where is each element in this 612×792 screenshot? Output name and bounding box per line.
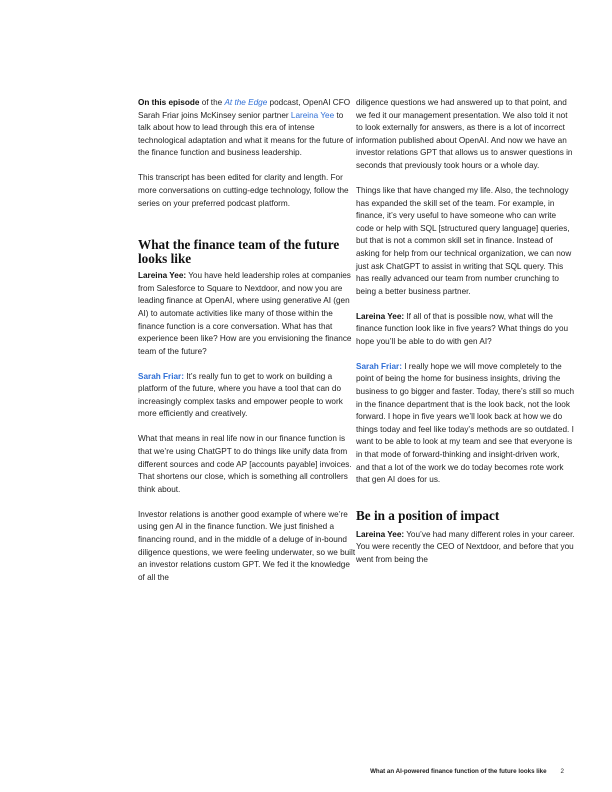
intro-text-3: to talk about how to lead through this era of intense technological adaptation and what it means for the future of the finance function and business leadership. (138, 110, 353, 158)
partner-link[interactable]: Lareina Yee (290, 110, 335, 120)
speaker-label: Sarah Friar: (356, 361, 402, 371)
question-3-text: You’ve had many different roles in your career. You were recently the CEO of Nextdoor, and before that you went from being the (356, 529, 575, 564)
paragraph-finance-function: What that means in real life now in our finance function is that we’re using ChatGPT to do things like unify data from different sources and code AP [accounts payable] invoices. That shortens our close, which is something all controllers think about. (138, 434, 352, 494)
page-number: 2 (560, 768, 564, 775)
paragraph-changed-life: Things like that have changed my life. Also, the technology has expanded the skill set of the team. For example, in finance, it’s very useful to have someone who can write code or help with SQL [structured query language] queries, but that is not a common skill set in finance. Instead of asking for help from our technical organization, we can now just ask ChatGPT to assist in writing that SQL query. This has really advanced our team from number crunching to being a better business partner. (356, 185, 572, 296)
answer-1 (138, 371, 357, 421)
question-2-text: If all of that is possible now, what will the finance function look like in five years? What things do you hope you’ll be able to do with gen AI? (356, 311, 569, 346)
speaker-label: Lareina Yee: (356, 529, 405, 539)
answer-2-text: I really hope we will move completely to the point of being the home for business insights, driving the business to go bigger and faster. Today, there’s still so much in the finance department that is the look back, not the look forward. I hope in five years we’ll look back at how we do things today and feel like today’s methods are so outdated. I want to be able to look at my team and see that everyone is in that mode of forward-thinking and insight-driven work, and that a lot of the work we do today becomes rote work that gen AI does for us. (356, 361, 575, 485)
question-1 (138, 270, 357, 358)
intro-text-2: podcast, OpenAI CFO Sarah Friar joins McKinsey senior partner (138, 98, 351, 120)
question-1-text: You have held leadership roles at companies from Salesforce to Square to Nextdoor, and now you are leading finance at OpenAI, where using generative AI (gen AI) to automate activities like many of those within the finance function is a core conversation. What has that experience been like? How are you envisioning the finance team of the future? (138, 271, 352, 356)
speaker-label: Lareina Yee: (356, 311, 405, 321)
intro-text-1: of the (199, 98, 225, 107)
answer-2 (356, 361, 575, 487)
intro-paragraph (138, 97, 357, 160)
editorial-note: This transcript has been edited for clarity and length. For more conversations on cutting-edge technology, follow the series on your preferred podcast platform. (138, 173, 349, 208)
left-column (138, 97, 357, 597)
section-heading-impact: Be in a position of impact (356, 507, 500, 523)
right-column (356, 97, 575, 579)
speaker-label: Sarah Friar: (138, 371, 184, 381)
question-2 (356, 311, 575, 349)
intro-lead: On this episode (138, 98, 200, 107)
paragraph-investor-relations: Investor relations is another good example of where we’re using gen AI in the finance function. We just finished a financing round, and in the middle of a deluge of in-bound diligence questions, we were feeling underwater, so we built an investor relations custom GPT. We fed it the knowledge of all the (138, 509, 356, 582)
section-heading-finance-team: What the finance team of the future looks like (138, 237, 340, 267)
speaker-label: Lareina Yee: (138, 271, 187, 281)
page-footer (370, 768, 564, 775)
question-3 (356, 529, 575, 567)
answer-1-text: It’s really fun to get to work on building a platform of the future, where you have a tool that can do increasingly complex tasks and empower people to work more efficiently and creatively. (138, 371, 343, 419)
podcast-link[interactable]: At the Edge (224, 98, 268, 107)
paragraph-diligence: diligence questions we had answered up to that point, and we fed it our management presentation. We also told it not to look externally for answers, as there is a lot of incorrect information published about OpenAI. And now we have an investor relations GPT that allows us to answer questions in seconds that previously took hours or a whole day. (356, 98, 573, 170)
footer-title: What an AI-powered finance function of the future looks like (370, 768, 547, 775)
